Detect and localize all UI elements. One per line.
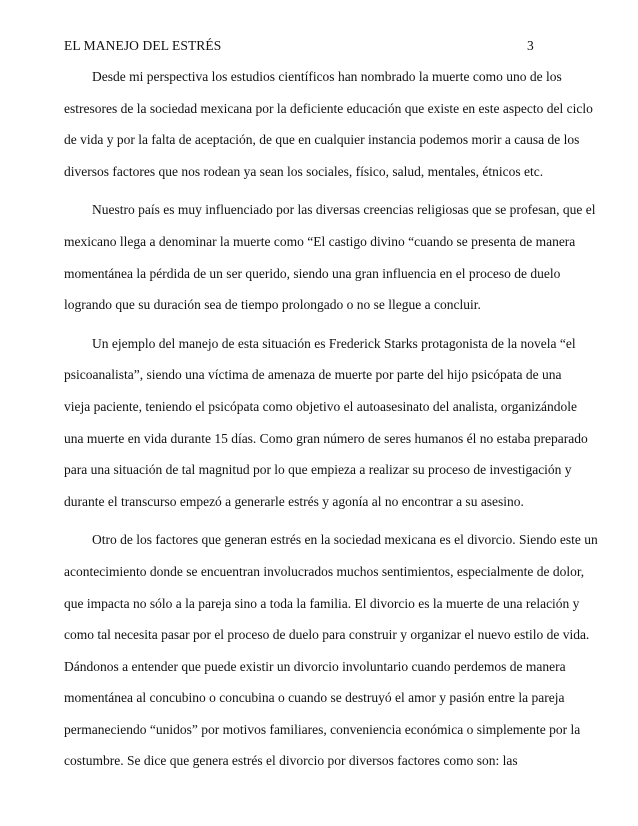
page-number: 3 bbox=[527, 38, 534, 53]
paragraph-4-line-5: Dándonos a entender que puede existir un divorcio involuntario cuando perdemos de manera bbox=[64, 658, 566, 674]
paragraph-4-line-6: momentánea al concubino o concubina o cuando se destruyó el amor y pasión entre la pareja bbox=[64, 690, 565, 706]
paragraph-4-line-7: permaneciendo “unidos” por motivos familiares, conveniencia económica o simplemente por la bbox=[64, 721, 581, 737]
paragraph-4-line-3: que impacta no sólo a la pareja sino a toda la familia. El divorcio es la muerte de una relación y bbox=[64, 595, 580, 611]
paragraph-3-line-4: una muerte en vida durante 15 días. Como gran número de seres humanos él no estaba preparado bbox=[64, 430, 588, 446]
paragraph-1-line-1: Desde mi perspectiva los estudios científicos han nombrado la muerte como uno de los bbox=[92, 69, 562, 84]
paragraph-1-line-2: estresores de la sociedad mexicana por la deficiente educación que existe en este aspecto del ciclo bbox=[64, 100, 593, 116]
paragraph-4-line-2: acontecimiento donde se encuentran involucrados muchos sentimientos, especialmente de dolor, bbox=[64, 563, 585, 579]
body-text bbox=[64, 61, 598, 777]
paragraph-3-line-3: vieja paciente, teniendo el psicópata como objetivo el autoasesinato del analista, organizándole bbox=[64, 398, 577, 414]
paragraph-4-line-4: como tal necesita pasar por el proceso de duelo para construir y organizar el nuevo estilo de vida. bbox=[64, 627, 590, 643]
paragraph-3-line-1: Un ejemplo del manejo de esta situación es Frederick Starks protagonista de la novela “el bbox=[92, 335, 576, 351]
paragraph-3-line-5: para una situación de tal magnitud por lo que empieza a realizar su proceso de investigación y bbox=[64, 462, 572, 478]
paragraph-2-line-1: Nuestro país es muy influenciado por las diversas creencias religiosas que se profesan, que el bbox=[92, 202, 596, 218]
running-head: EL MANEJO DEL ESTRÉS bbox=[64, 38, 222, 53]
paragraph-4-line-8: costumbre. Se dice que genera estrés el divorcio por diversos factores como son: las bbox=[64, 753, 518, 769]
paragraph-2-line-4: logrando que su duración sea de tiempo prolongado o no se llegue a concluir. bbox=[64, 297, 481, 313]
paragraph-1-line-3: de vida y por la falta de aceptación, de que en cualquier instancia podemos morir a causa de los bbox=[64, 132, 580, 148]
paragraph-3-line-6: durante el transcurso empezó a generarle estrés y agonía al no encontrar a su asesino. bbox=[64, 493, 524, 509]
paragraph-3-line-2: psicoanalista”, siendo una víctima de amenaza de muerte por parte del hijo psicópata de una bbox=[64, 367, 562, 383]
paragraph-2-line-2: mexicano llega a denominar la muerte como “El castigo divino “cuando se presenta de manera bbox=[64, 233, 576, 249]
paragraph-4-line-1: Otro de los factores que generan estrés en la sociedad mexicana es el divorcio. Siendo este un bbox=[92, 532, 598, 548]
paragraph-1-line-4: diversos factores que nos rodean ya sean los sociales, físico, salud, mentales, étnicos etc. bbox=[64, 163, 544, 179]
paragraph-2-line-3: momentánea la pérdida de un ser querido, siendo una gran influencia en el proceso de duelo bbox=[64, 265, 561, 281]
